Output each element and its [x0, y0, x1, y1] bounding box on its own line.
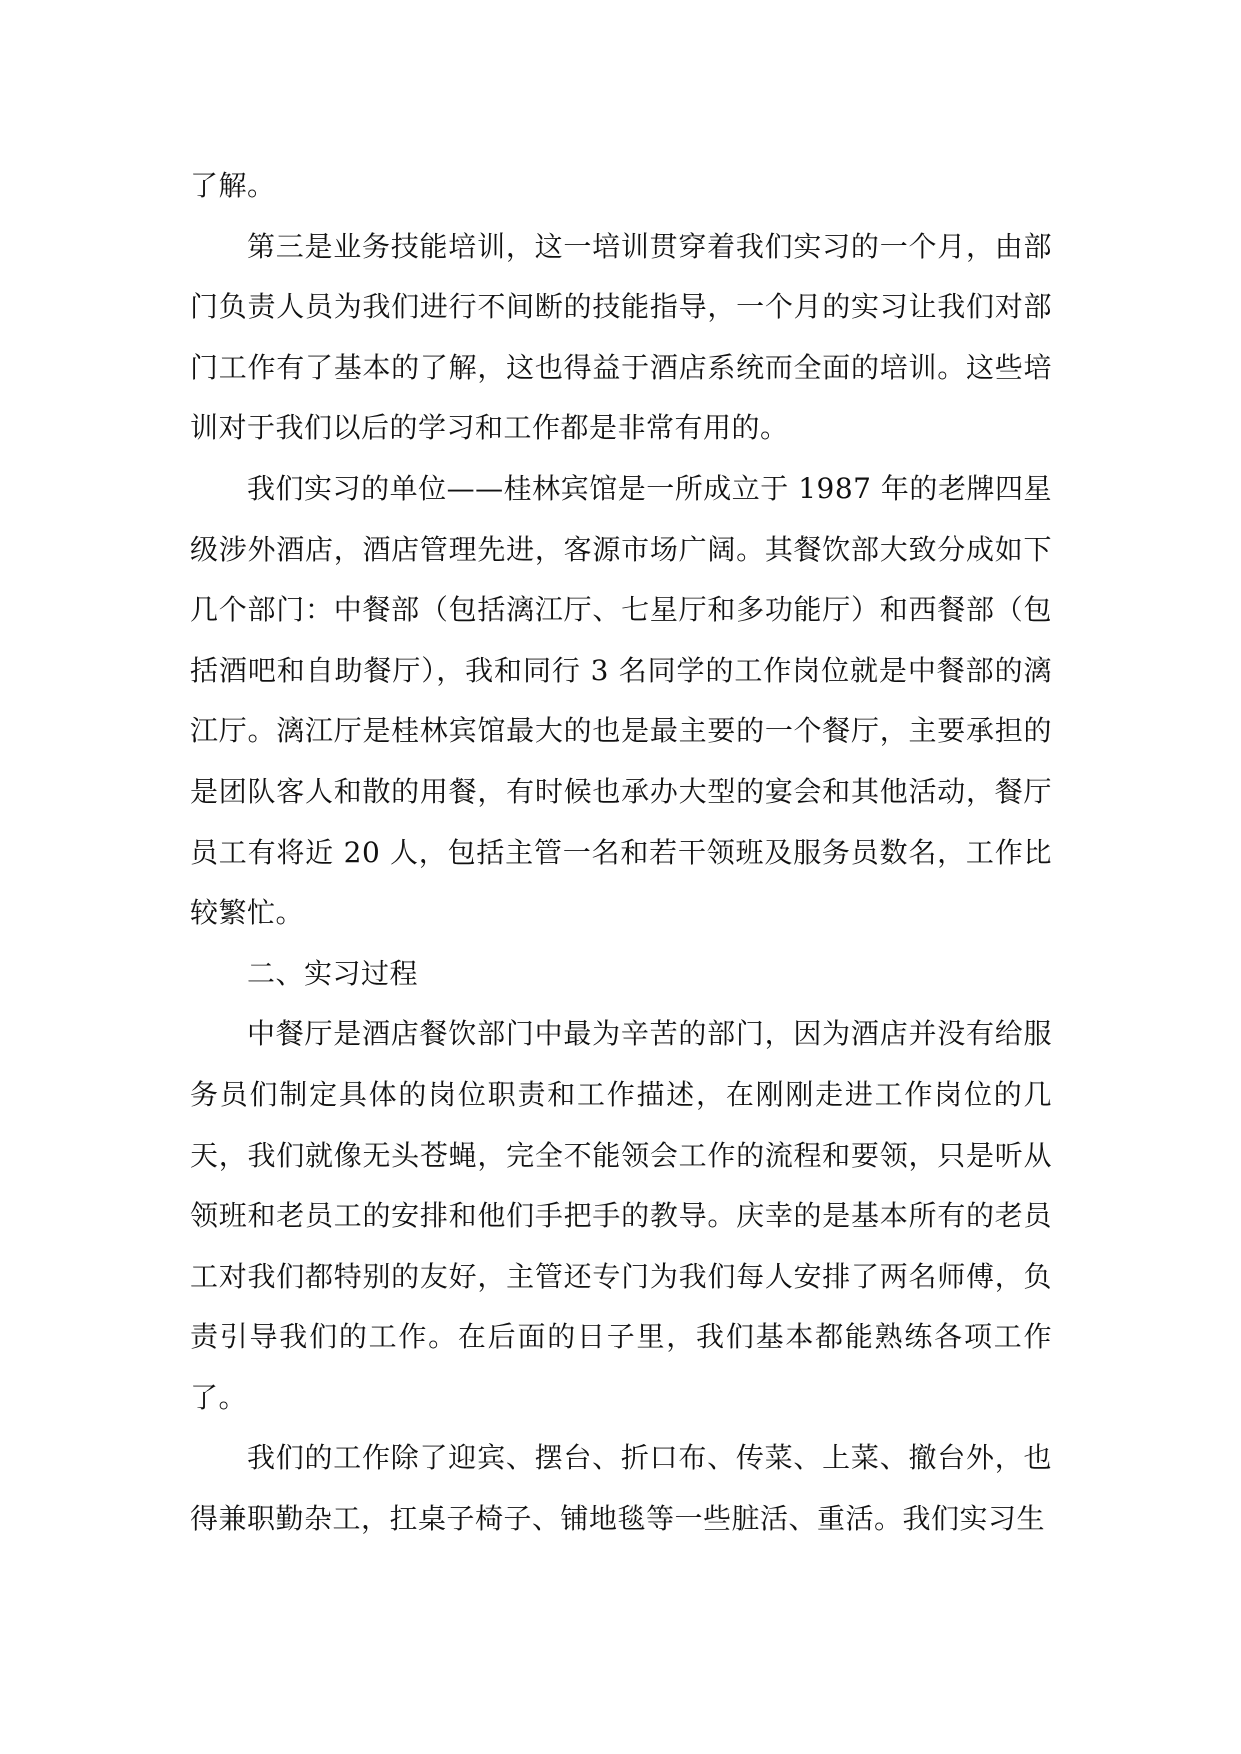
- paragraph-skills-training: 第三是业务技能培训，这一培训贯穿着我们实习的一个月，由部门负责人员为我们进行不间断的技能指导，一个月的实习让我们对部门工作有了基本的了解，这也得益于酒店系统而全面的培训。这些培训对于我们以后的学习和工作都是非常有用的。: [190, 229, 1052, 445]
- section-heading-internship-process: 二、实习过程: [247, 956, 419, 990]
- paragraph-work-duties: 我们的工作除了迎宾、摆台、折口布、传菜、上菜、撤台外，也得兼职勤杂工，扛桌子椅子、铺地毯等一些脏活、重活。我们实习生: [190, 1441, 1052, 1536]
- document-body: [190, 156, 1052, 1550]
- paragraph-internship-unit: 我们实习的单位——桂林宾馆是一所成立于 1987 年的老牌四星级涉外酒店，酒店管理先进，客源市场广阔。其餐饮部大致分成如下几个部门：中餐部（包括漓江厅、七星厅和多功能厅）和西餐部（包括酒吧和自助餐厅），我和同行 3 名同学的工作岗位就是中餐部的漓江厅。漓江厅是桂林宾馆最大的也是最主要的一个餐厅，主要承担的是团队客人和散的用餐，有时候也承办大型的宴会和其他活动，餐厅员工有将近 20 人，包括主管一名和若干领班及服务员数名，工作比较繁忙。: [190, 471, 1052, 930]
- paragraph-chinese-restaurant: 中餐厅是酒店餐饮部门中最为辛苦的部门，因为酒店并没有给服务员们制定具体的岗位职责和工作描述，在刚刚走进工作岗位的几天，我们就像无头苍蝇，完全不能领会工作的流程和要领，只是听从领班和老员工的安排和他们手把手的教导。庆幸的是基本所有的老员工对我们都特别的友好，主管还专门为我们每人安排了两名师傅，负责引导我们的工作。在后面的日子里，我们基本都能熟练各项工作了。: [190, 1017, 1052, 1414]
- paragraph-continuation: 了解。: [190, 169, 276, 202]
